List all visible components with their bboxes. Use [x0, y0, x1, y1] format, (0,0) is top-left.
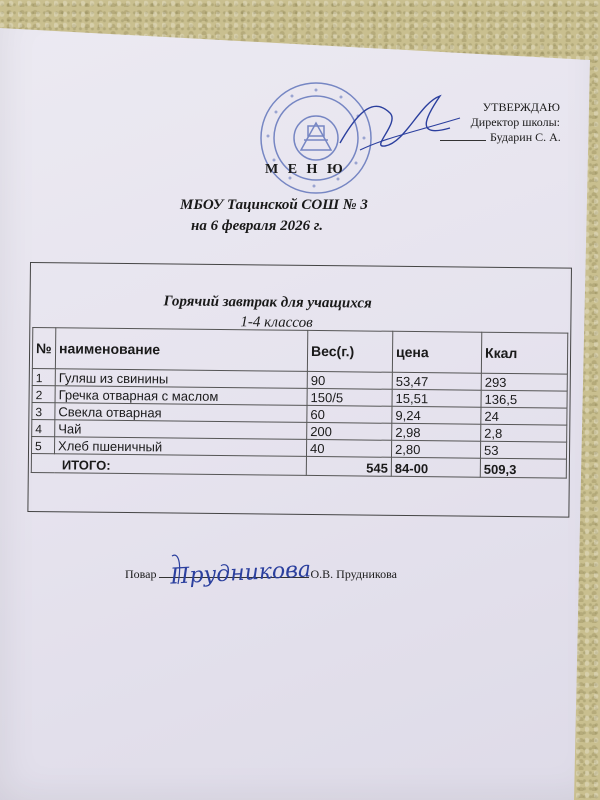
- col-kcal-header: Ккал: [481, 332, 567, 374]
- row-kcal: 136,5: [481, 390, 567, 408]
- menu-caption: Горячий завтрак для учащихся: [163, 293, 372, 312]
- row-price: 9,24: [392, 406, 481, 424]
- row-name: Чай: [55, 420, 307, 440]
- col-price-header: цена: [392, 331, 481, 373]
- menu-table: [31, 327, 568, 479]
- approval-name: Бударин С. А.: [490, 130, 561, 144]
- menu-date: на 6 февраля 2026 г.: [191, 218, 323, 234]
- row-name: Гречка отварная с маслом: [55, 386, 307, 406]
- col-name-header: наименование: [55, 328, 307, 372]
- director-signature: [330, 88, 470, 168]
- total-kcal: 509,3: [480, 458, 566, 478]
- cook-label: Повар: [125, 567, 157, 581]
- row-weight: 60: [307, 405, 392, 423]
- col-num-header: №: [32, 328, 55, 369]
- row-weight: 200: [307, 422, 392, 440]
- total-price: 84-00: [391, 457, 480, 477]
- row-price: 2,98: [392, 423, 481, 441]
- row-kcal: 2,8: [481, 424, 567, 442]
- row-price: 2,80: [391, 440, 480, 458]
- row-kcal: 53: [480, 441, 566, 459]
- table-header-row: [32, 328, 567, 375]
- approval-position: Директор школы:: [470, 115, 560, 129]
- row-num: 4: [32, 420, 55, 437]
- total-weight: 545: [306, 456, 391, 476]
- row-name: Хлеб пшеничный: [54, 437, 306, 457]
- row-price: 15,51: [392, 389, 481, 407]
- row-kcal: 293: [481, 373, 567, 391]
- total-label: ИТОГО:: [31, 454, 306, 476]
- svg-text:Прудникова: Прудникова: [169, 557, 312, 590]
- row-name: Гуляш из свинины: [55, 369, 307, 389]
- row-num: 5: [31, 437, 54, 454]
- page-title: М Е Н Ю: [265, 162, 346, 177]
- row-kcal: 24: [481, 407, 567, 425]
- row-num: 1: [32, 369, 55, 386]
- col-weight-header: Вес(г.): [307, 330, 392, 372]
- approval-label: УТВЕРЖДАЮ: [482, 100, 560, 114]
- menu-box: [27, 262, 572, 518]
- cook-name: О.В. Прудникова: [310, 567, 397, 581]
- row-num: 2: [32, 386, 55, 403]
- row-price: 53,47: [392, 372, 481, 390]
- cook-signature: [160, 548, 320, 592]
- row-name: Свекла отварная: [55, 403, 307, 423]
- row-num: 3: [32, 403, 55, 420]
- row-weight: 150/5: [307, 388, 392, 406]
- menu-subcaption: 1-4 классов: [240, 314, 313, 331]
- school-name: МБОУ Тацинской СОШ № 3: [180, 197, 368, 213]
- row-weight: 40: [306, 439, 391, 457]
- row-weight: 90: [307, 371, 392, 389]
